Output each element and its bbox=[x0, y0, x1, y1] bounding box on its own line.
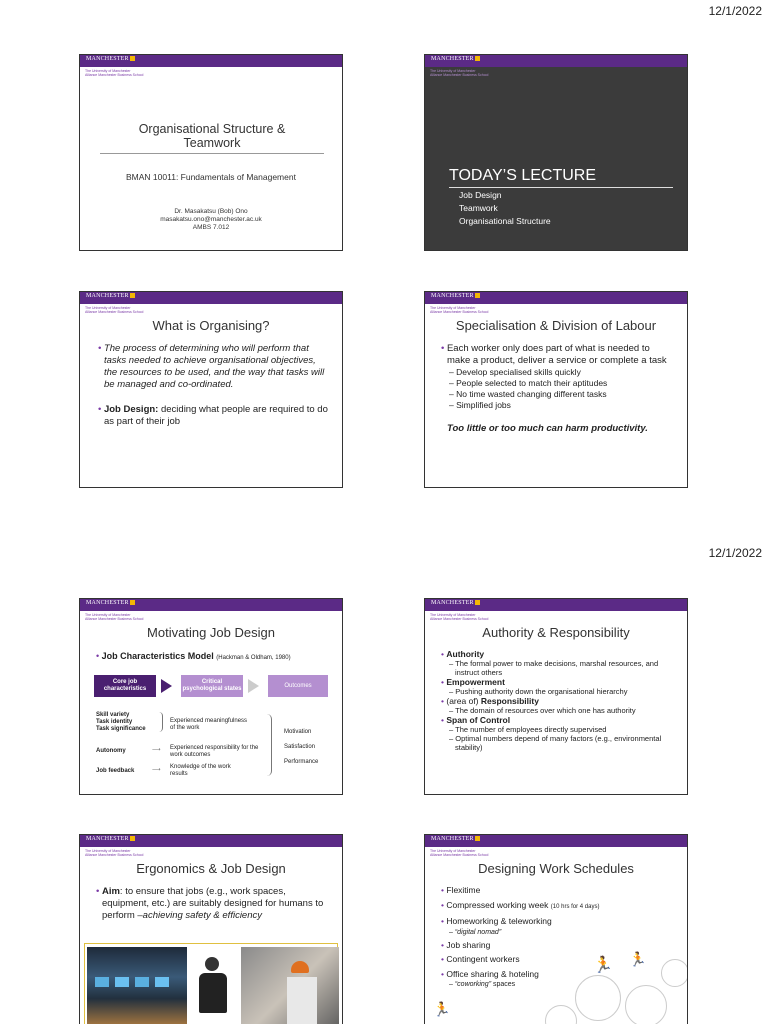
model-heading: • Job Characteristics Model (Hackman & Oldham, 1980) bbox=[96, 651, 291, 661]
bullet-aim: • Aim: to ensure that jobs (e.g., work spaces, equipment, etc.) are suitably designed for humans to perform –achieving safety & efficiency bbox=[96, 886, 324, 921]
university-logo: MANCHESTER bbox=[431, 600, 480, 606]
factory-worker-photo bbox=[241, 947, 339, 1024]
slide-header-bar bbox=[425, 292, 687, 304]
sub-bullet: – The number of employees directly supervised bbox=[449, 725, 607, 734]
office-worker-photo bbox=[191, 947, 237, 1024]
slide-body bbox=[441, 649, 673, 752]
schedule-item: • Office sharing & hoteling bbox=[441, 968, 539, 979]
sub-bullet: – People selected to match their aptitudes bbox=[449, 378, 608, 388]
schedule-item: • Contingent workers bbox=[441, 954, 520, 964]
slide-header-bar bbox=[80, 599, 342, 611]
psych-states-box: Critical psychological states bbox=[181, 675, 243, 697]
logo-subtitle: The University of Manchester Alliance Manchester Business School bbox=[85, 849, 144, 857]
emphasis-statement: Too little or too much can harm productivity. bbox=[447, 423, 648, 434]
schedule-item: • Flexitime bbox=[441, 885, 481, 895]
characteristic: Autonomy bbox=[96, 748, 126, 754]
bullet-definition: • The process of determining who will perform that tasks needed to achieve organisational objectives, the resources to be used, and the way that tasks will be managed and co-ordinated. bbox=[98, 343, 325, 390]
sub-bullet: – “coworking” spaces bbox=[449, 981, 516, 988]
sub-bullet: – “digital nomad” bbox=[449, 928, 502, 936]
bullet-empowerment: • Empowerment bbox=[441, 677, 505, 687]
logo-subtitle: The University of Manchester Alliance Manchester Business School bbox=[430, 306, 489, 314]
slide-todays-lecture bbox=[424, 54, 688, 251]
university-logo: MANCHESTER bbox=[86, 56, 135, 62]
slide-title-text: Designing Work Schedules bbox=[478, 861, 634, 876]
slide-body bbox=[96, 886, 328, 922]
lecture-topic: Organisational Structure bbox=[459, 216, 551, 226]
runner-icon: 🏃 bbox=[629, 951, 647, 967]
logo-subtitle: The University of Manchester Alliance Manchester Business School bbox=[430, 613, 489, 621]
university-logo: MANCHESTER bbox=[431, 56, 480, 62]
slide-work-schedules bbox=[424, 834, 688, 1024]
slide-title-text: What is Organising? bbox=[152, 318, 270, 333]
characteristic: Skill variety Task identity Task significance bbox=[96, 712, 146, 732]
bullet-job-design: • Job Design: deciding what people are required to do as part of their job bbox=[98, 404, 328, 427]
sub-bullet: – The domain of resources over which one has authority bbox=[449, 706, 636, 715]
sub-bullet: – Develop specialised skills quickly bbox=[449, 367, 581, 377]
university-logo: MANCHESTER bbox=[86, 836, 135, 842]
bullet-span-of-control: • Span of Control bbox=[441, 715, 511, 725]
sub-bullet: – The formal power to make decisions, marshal resources, and instruct others bbox=[449, 659, 659, 677]
slide-header-bar bbox=[425, 55, 687, 67]
schedule-item: • Homeworking & teleworking bbox=[441, 916, 552, 926]
psych-state: Knowledge of the work results bbox=[170, 764, 231, 777]
outcome: Motivation Satisfaction Performance bbox=[284, 729, 319, 765]
author-office: AMBS 7.012 bbox=[192, 224, 230, 231]
bullet-authority: • Authority bbox=[441, 649, 485, 659]
arrow-icon: ⟶ bbox=[152, 747, 161, 753]
slide-header-bar bbox=[425, 835, 687, 847]
logo-subtitle: The University of Manchester Alliance Manchester Business School bbox=[85, 69, 144, 77]
author-block bbox=[80, 208, 342, 232]
slide-ergonomics bbox=[79, 834, 343, 1024]
slide-title-text: Specialisation & Division of Labour bbox=[455, 318, 657, 333]
characteristic: Job feedback bbox=[96, 768, 135, 774]
lecture-topics bbox=[459, 189, 551, 228]
schedule-item: • Compressed working week (10 hrs for 4 days) bbox=[441, 899, 600, 910]
page-date-mid: 12/1/2022 bbox=[708, 546, 762, 560]
slide-header-bar bbox=[425, 599, 687, 611]
outcomes-box: Outcomes bbox=[268, 675, 328, 697]
arrow-icon: ⟶ bbox=[152, 767, 161, 773]
sub-bullet: – Pushing authority down the organisational hierarchy bbox=[449, 687, 628, 696]
course-code: BMAN 10011: Fundamentals of Management bbox=[126, 172, 296, 182]
slide-title-text: Authority & Responsibility bbox=[482, 625, 630, 640]
title-divider bbox=[100, 153, 324, 154]
university-logo: MANCHESTER bbox=[86, 293, 135, 299]
schedule-item: • Job sharing bbox=[441, 939, 491, 950]
slide-header-bar bbox=[80, 292, 342, 304]
sub-bullet: – No time wasted changing different tasks bbox=[449, 389, 607, 399]
lecture-topic: Teamwork bbox=[459, 203, 498, 213]
page-date-top: 12/1/2022 bbox=[708, 4, 762, 18]
lecture-divider bbox=[449, 187, 673, 188]
slide-title-text: Motivating Job Design bbox=[147, 625, 275, 640]
logo-subtitle: The University of Manchester Alliance Manchester Business School bbox=[430, 69, 489, 77]
university-logo: MANCHESTER bbox=[431, 836, 480, 842]
slide-authority-responsibility bbox=[424, 598, 688, 795]
slide-title-text: Ergonomics & Job Design bbox=[136, 861, 286, 876]
slide-what-is-organising bbox=[79, 291, 343, 488]
slide-motivating-job-design bbox=[79, 598, 343, 795]
sub-bullet: – Optimal numbers depend of many factors (e.g., environmental stability) bbox=[449, 734, 662, 752]
slide-header-bar bbox=[80, 835, 342, 847]
author-name: Dr. Masakatsu (Bob) Ono bbox=[174, 208, 248, 215]
cockpit-photo bbox=[87, 947, 187, 1024]
logo-subtitle: The University of Manchester Alliance Manchester Business School bbox=[85, 306, 144, 314]
slide-title-text: Organisational Structure & Teamwork bbox=[138, 122, 286, 150]
bullet-responsibility: • (area of) Responsibility bbox=[441, 696, 539, 706]
slide-body bbox=[98, 343, 328, 428]
psych-state: Experienced meaningfulness of the work bbox=[170, 718, 248, 731]
core-job-box: Core job characteristics bbox=[94, 675, 156, 697]
logo-subtitle: The University of Manchester Alliance Manchester Business School bbox=[430, 849, 489, 857]
clock-icon bbox=[625, 985, 667, 1024]
author-email[interactable]: masakatsu.ono@manchester.ac.uk bbox=[160, 216, 262, 223]
university-logo: MANCHESTER bbox=[86, 600, 135, 606]
clock-icon bbox=[545, 1005, 577, 1024]
lecture-topic: Job Design bbox=[459, 190, 502, 200]
brace bbox=[158, 712, 163, 732]
arrow-icon bbox=[248, 679, 259, 693]
slide-body bbox=[441, 343, 673, 435]
bullet-main: • Each worker only does part of what is needed to make a product, deliver a service or complete a task bbox=[441, 343, 667, 366]
ergonomics-photo-strip bbox=[84, 943, 338, 1024]
runner-icon: 🏃 bbox=[593, 957, 613, 974]
slide-title bbox=[79, 54, 343, 251]
arrow-icon bbox=[161, 679, 172, 693]
brace bbox=[266, 714, 272, 776]
runner-icon: 🏃 bbox=[433, 1001, 451, 1017]
lecture-heading: TODAY’S LECTURE bbox=[449, 167, 596, 184]
slide-body bbox=[441, 885, 673, 990]
sub-bullet: – Simplified jobs bbox=[449, 400, 511, 410]
psych-state: Experienced responsibility for the work outcomes bbox=[170, 745, 259, 758]
university-logo: MANCHESTER bbox=[431, 293, 480, 299]
slide-header-bar bbox=[80, 55, 342, 67]
logo-subtitle: The University of Manchester Alliance Manchester Business School bbox=[85, 613, 144, 621]
slide-specialisation bbox=[424, 291, 688, 488]
